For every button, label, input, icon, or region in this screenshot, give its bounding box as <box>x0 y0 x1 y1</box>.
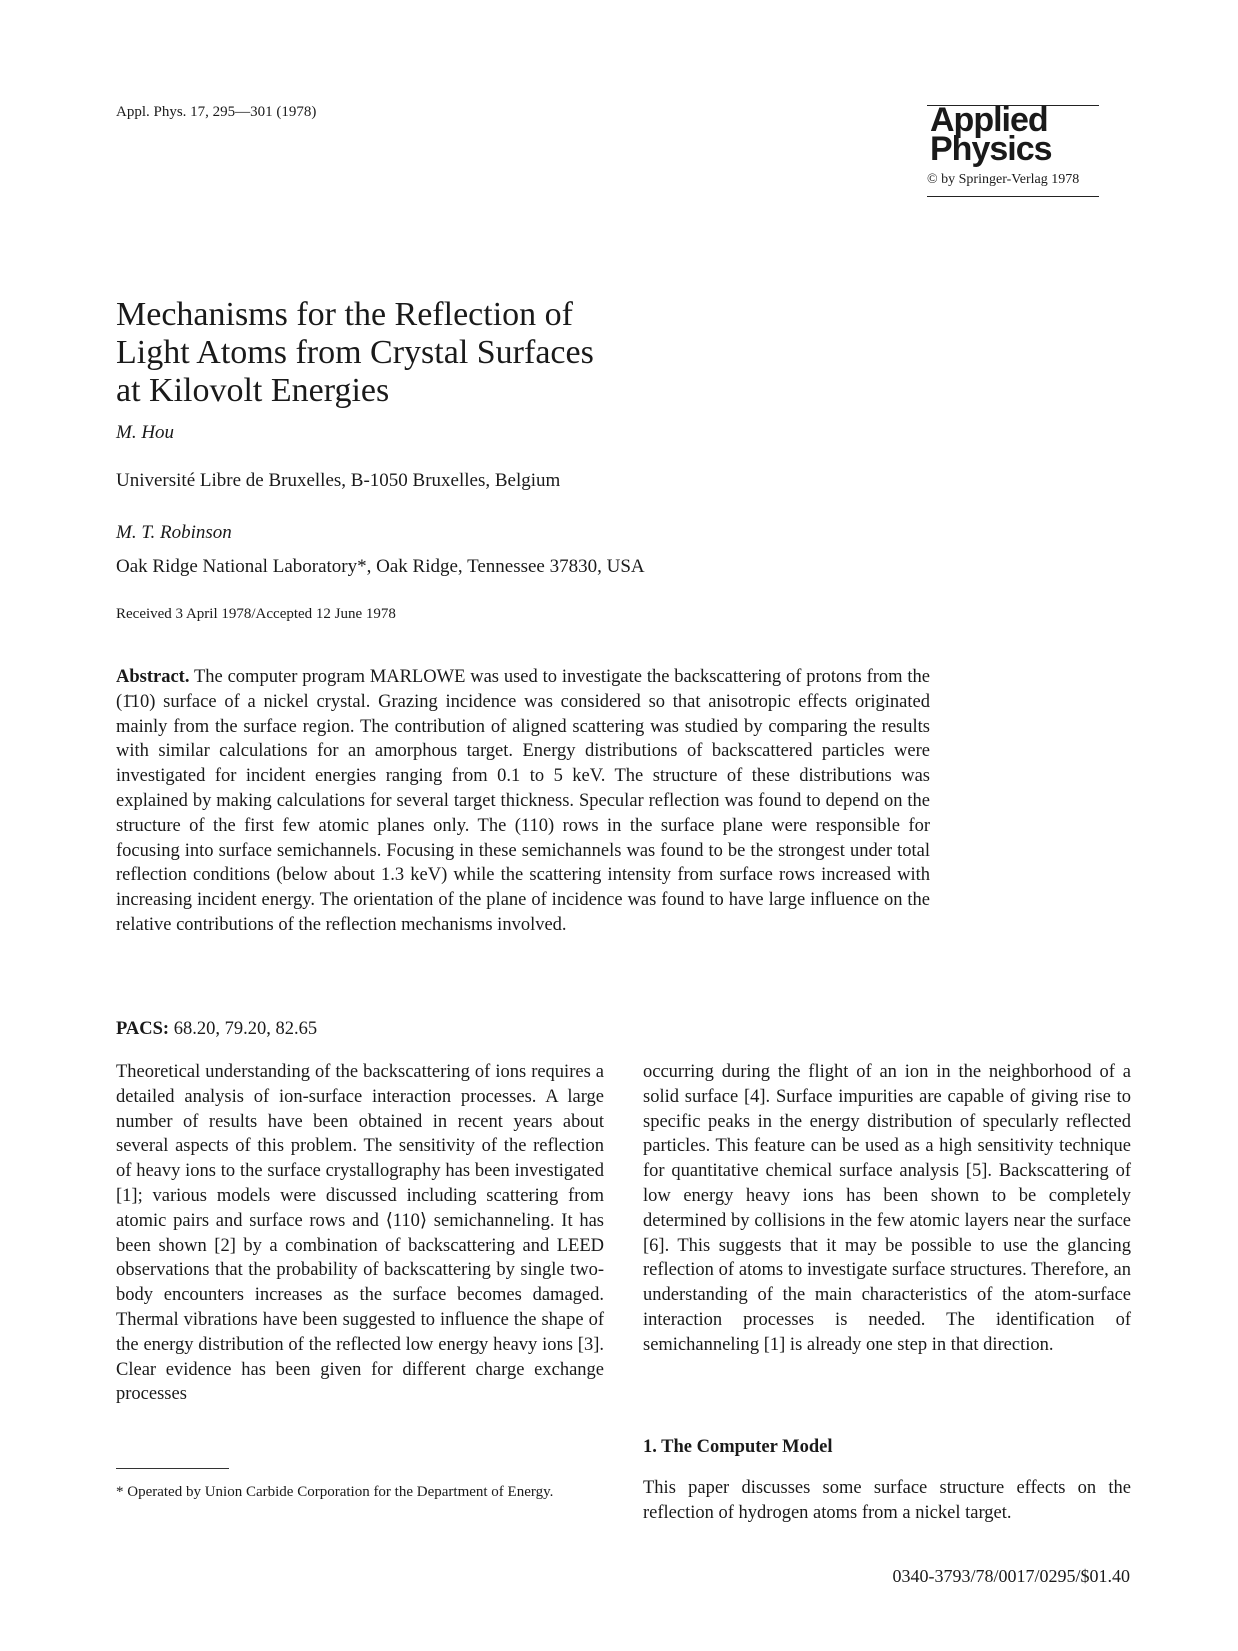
logo-bottom-rule <box>927 196 1099 197</box>
author-name: M. Hou <box>116 422 175 443</box>
journal-citation: Appl. Phys. 17, 295—301 (1978) <box>116 104 317 120</box>
issn-code: 0340-3793/78/0017/0295/$01.40 <box>892 1566 1130 1586</box>
footnote: * Operated by Union Carbide Corporation for the Department of Energy. <box>116 1484 554 1500</box>
title-line: Light Atoms from Crystal Surfaces <box>116 334 594 371</box>
copyright-notice: © by Springer-Verlag 1978 <box>927 172 1080 187</box>
received-date: Received 3 April 1978/Accepted 12 June 1978 <box>116 606 396 622</box>
author-name: M. T. Robinson <box>116 522 232 543</box>
footnote-rule <box>116 1468 229 1469</box>
author-affiliation: Oak Ridge National Laboratory*, Oak Ridge, Tennessee 37830, USA <box>116 556 645 577</box>
abstract-label: Abstract. <box>116 667 190 687</box>
title-line: at Kilovolt Energies <box>116 372 390 409</box>
abstract <box>116 665 930 938</box>
pacs-line <box>116 1019 317 1040</box>
logo-word-physics: Physics <box>930 130 1052 168</box>
body-column-left: Theoretical understanding of the backscattering of ions requires a detailed analysis of ion-surface interaction processes. A large number of results have been obtained in recent years about several aspects of this problem. The sensitivity of the reflection of heavy ions to the surface crystallography has been investigated [1]; various models were discussed including scattering from atomic pairs and surface rows and ⟨110⟩ semichanneling. It has been shown [2] by a combination of backscattering and LEED observations that the probability of backscattering by single two-body encounters increases as the surface becomes damaged. Thermal vibrations have been suggested to influence the shape of the energy distribution of the reflected low energy heavy ions [3]. Clear evidence has been given for different charge exchange processes <box>116 1062 604 1405</box>
abstract-text: The computer program MARLOWE was used to investigate the backscattering of protons from the (1̄10) surface of a nickel crystal. Grazing incidence was considered so that anisotropic effects originated mainly from the surface region. The contribution of aligned scattering was studied by comparing the results with similar calculations for an amorphous target. Energy distributions of backscattered particles were investigated for incident energies ranging from 0.1 to 5 keV. The structure of these distributions was explained by making calculations for several target thickness. Specular reflection was found to depend on the structure of the first few atomic planes only. The (110) rows in the surface plane were responsible for focusing into surface semichannels. Focusing in these semichannels was found to be the strongest under total reflection conditions (below about 1.3 keV) while the scattering intensity from surface rows increased with increasing incident energy. The orientation of the plane of incidence was found to have large influence on the relative contributions of the reflection mechanisms involved. <box>116 667 930 935</box>
pacs-label: PACS: <box>116 1019 170 1039</box>
logo-word-applied: Applied <box>930 101 1048 139</box>
section-paragraph: This paper discusses some surface structure effects on the reflection of hydrogen atoms from a nickel target. <box>643 1478 1131 1523</box>
title-line: Mechanisms for the Reflection of <box>116 296 573 333</box>
journal-logo <box>927 101 1099 197</box>
pacs-values: 68.20, 79.20, 82.65 <box>173 1019 318 1039</box>
section-heading: 1. The Computer Model <box>643 1437 833 1457</box>
body-column-right: occurring during the flight of an ion in the neighborhood of a solid surface [4]. Surface impurities are capable of giving rise to specific peaks in the energy distribution of specularly reflected particles. This feature can be used as a high sensitivity technique for quantitative chemical surface analysis [5]. Backscattering of low energy heavy ions has been shown to be completely determined by collisions in the few atomic layers near the surface [6]. This suggests that it may be possible to use the glancing reflection of atoms to investigate surface structures. Therefore, an understanding of the main characteristics of the atom-surface interaction processes is needed. The identification of semichanneling [1] is already one step in that direction. <box>643 1062 1131 1355</box>
author-affiliation: Université Libre de Bruxelles, B-1050 Bruxelles, Belgium <box>116 470 561 491</box>
paper-title <box>116 296 594 410</box>
